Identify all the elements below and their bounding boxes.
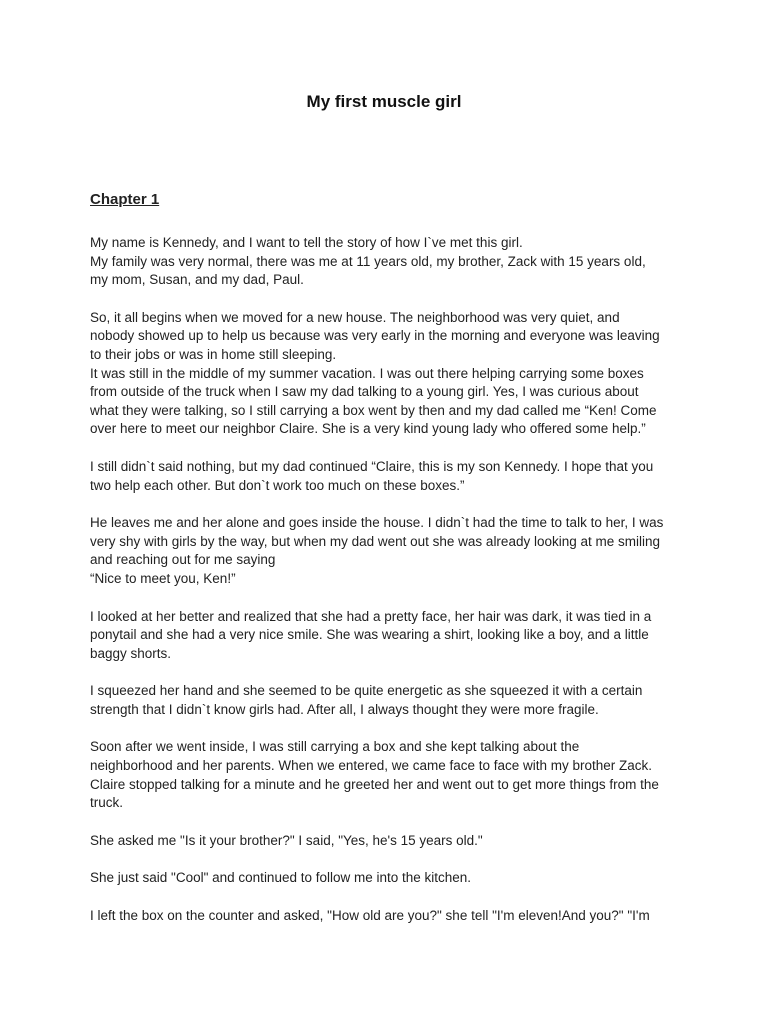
paragraph	[90, 608, 680, 664]
text-line: ponytail and she had a very nice smile. She was wearing a shirt, looking like a boy, and a little	[90, 627, 649, 643]
text-line: very shy with girls by the way, but when my dad went out she was already looking at me smiling	[90, 533, 661, 549]
text-line: “Nice to meet you, Ken!”	[90, 570, 236, 586]
text-line: from outside of the truck when I saw my dad talking to a young girl. Yes, I was curious about	[90, 384, 639, 400]
text-line: It was still in the middle of my summer vacation. I was out there helping carrying some boxes	[90, 365, 644, 381]
paragraph	[90, 869, 680, 888]
text-line: baggy shorts.	[90, 645, 172, 661]
document-body	[90, 234, 680, 945]
text-line: Claire stopped talking for a minute and he greeted her and went out to get more things from the	[90, 776, 659, 792]
paragraph	[90, 365, 680, 439]
text-line: My name is Kennedy, and I want to tell the story of how I`ve met this girl.	[90, 235, 523, 250]
chapter-heading: Chapter 1	[90, 191, 160, 208]
text-line: Soon after we went inside, I was still carrying a box and she kept talking about the	[90, 739, 580, 755]
text-line: I left the box on the counter and asked, "How old are you?" she tell "I'm eleven!And you?" "I'm	[90, 908, 650, 924]
text-line: So, it all begins when we moved for a new house. The neighborhood was very quiet, and	[90, 309, 620, 325]
text-line: truck.	[90, 795, 124, 811]
text-line: I still didn`t said nothing, but my dad continued “Claire, this is my son Kennedy. I hope that you	[90, 458, 654, 474]
text-line: and reaching out for me saying	[90, 552, 276, 568]
text-line: My family was very normal, there was me at 11 years old, my brother, Zack with 15 years old,	[90, 253, 646, 269]
text-line: She asked me "Is it your brother?" I said, "Yes, he's 15 years old."	[90, 832, 483, 848]
paragraph	[90, 458, 680, 495]
text-line: over here to meet our neighbor Claire. She is a very kind young lady who offered some help.”	[90, 421, 646, 437]
text-line: She just said "Cool" and continued to follow me into the kitchen.	[90, 870, 472, 886]
paragraph	[90, 514, 680, 588]
text-line: I looked at her better and realized that she had a pretty face, her hair was dark, it was tied in a	[90, 608, 652, 624]
text-line: what they were talking, so I still carrying a box went by then and my dad called me “Ken! Come	[90, 402, 657, 418]
text-line: I squeezed her hand and she seemed to be quite energetic as she squeezed it with a certain	[90, 683, 643, 699]
paragraph	[90, 253, 680, 290]
paragraph	[90, 309, 680, 365]
paragraph	[90, 907, 680, 926]
paragraph	[90, 738, 680, 812]
text-line: two help each other. But don`t work too much on these boxes.”	[90, 477, 465, 493]
paragraph	[90, 832, 680, 851]
text-line: strength that I didn`t know girls had. After all, I always thought they were more fragile.	[90, 701, 599, 717]
text-line: neighborhood and her parents. When we entered, we came face to face with my brother Zack.	[90, 758, 653, 774]
text-line: nobody showed up to help us because was very early in the morning and everyone was leaving	[90, 328, 660, 344]
text-line: to their jobs or was in home still sleeping.	[90, 346, 337, 362]
text-line: He leaves me and her alone and goes inside the house. I didn`t had the time to talk to her, I was	[90, 515, 664, 531]
text-line: my mom, Susan, and my dad, Paul.	[90, 272, 304, 288]
document-title: My first muscle girl	[306, 92, 462, 111]
paragraph	[90, 682, 680, 719]
paragraph	[90, 234, 680, 253]
